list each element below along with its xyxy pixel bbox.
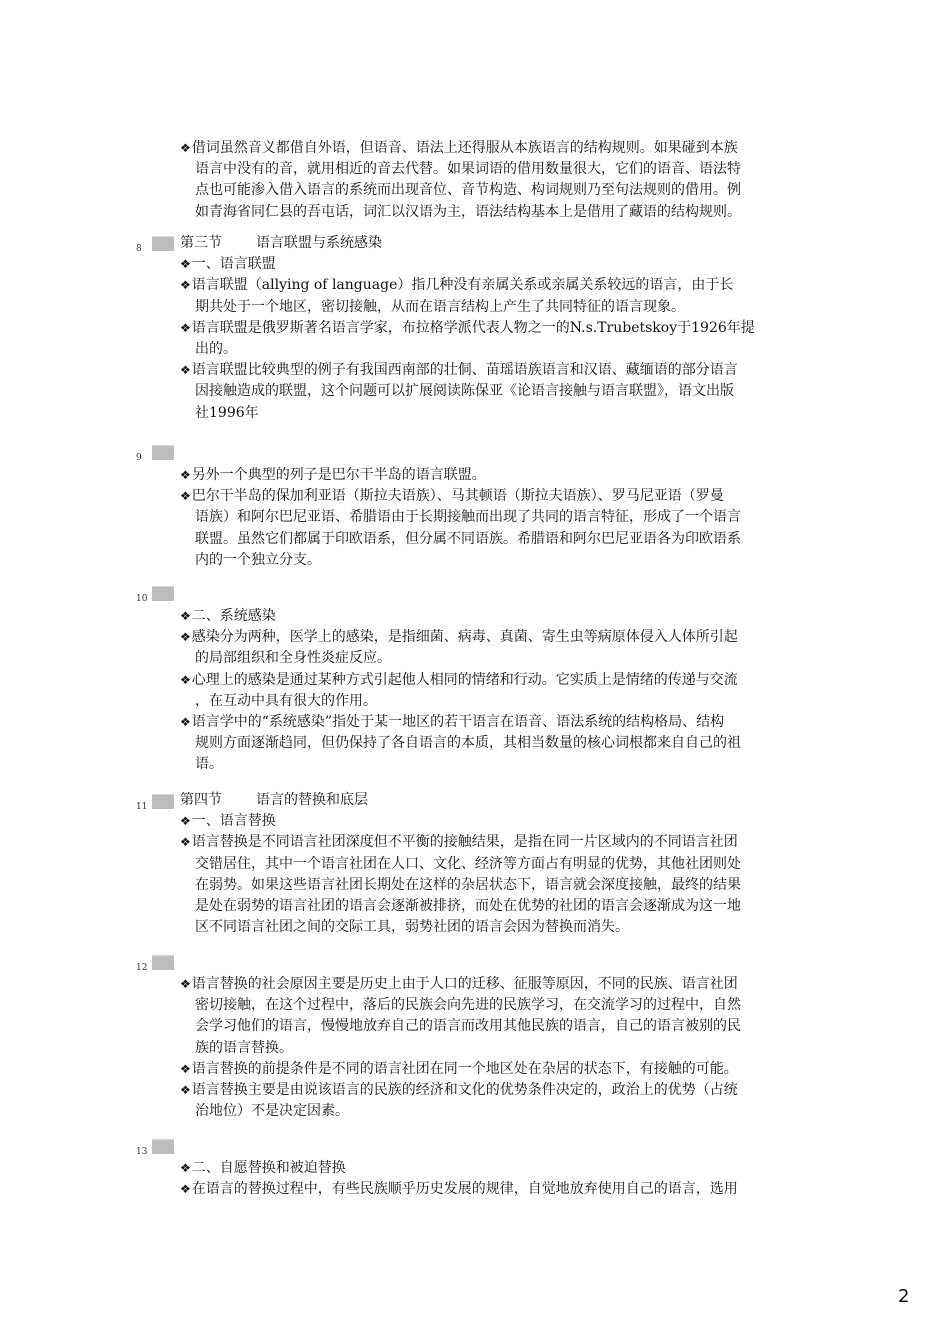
bullet-line: ❖另外一个典型的列子是巴尔干半岛的语言联盟。 (180, 467, 486, 483)
slide-number: 9 (136, 453, 142, 463)
text-line: 的局部组织和全身性炎症反应。 (195, 650, 391, 667)
text-line: 社1996年 (195, 404, 259, 421)
diamond-bullet-icon: ❖ (180, 630, 191, 645)
diamond-bullet-icon: ❖ (180, 672, 191, 687)
bullet-line: ❖在语言的替换过程中，有些民族顺乎历史发展的规律，自觉地放弃使用自己的语言，选用 (180, 1181, 738, 1198)
paragraph-borrowed-words (180, 138, 820, 223)
bullet-line: ❖巴尔干半岛的保加利亚语（斯拉夫语族）、马其顿语（斯拉夫语族）、罗马尼亚语（罗曼 (180, 488, 724, 505)
bullet-line: ❖语言联盟比较典型的例子有我国西南部的壮侗、苗瑶语族语言和汉语、藏缅语的部分语言 (180, 362, 738, 379)
diamond-bullet-icon: ❖ (180, 320, 191, 335)
slide-12-notes (180, 974, 820, 1122)
bullet-line: ❖语言联盟（allying of language）指几种没有亲属关系或亲属关系较远的语言，由于长 (180, 277, 734, 294)
diamond-bullet-icon: ❖ (180, 1083, 191, 1098)
subheading: ❖二、自愿替换和被迫替换 (180, 1160, 346, 1176)
slide-thumbnail-icon (152, 955, 174, 970)
bullet-line: ❖心理上的感染是通过某种方式引起他人相同的情绪和行动。它实质上是情绪的传递与交流 (180, 671, 738, 688)
diamond-bullet-icon: ❖ (180, 257, 191, 272)
slide-number: 8 (136, 244, 142, 254)
text-line: 密切接触，在这个过程中，落后的民族会向先进的民族学习，在交流学习的过程中，自然 (195, 997, 741, 1014)
slide-marker-10 (136, 586, 178, 604)
diamond-bullet-icon: ❖ (180, 278, 191, 293)
bullet-line: ❖语言替换的前提条件是不同的语言社团在同一个地区处在杂居的状态下，有接触的可能。 (180, 1060, 738, 1077)
diamond-bullet-icon: ❖ (180, 1161, 191, 1175)
slide-marker-12 (136, 955, 178, 973)
text-line: 族的语言替换。 (195, 1039, 293, 1056)
diamond-bullet-icon: ❖ (180, 489, 191, 504)
subheading: ❖二、系统感染 (180, 608, 276, 624)
bullet-line: ❖语言替换主要是由说该语言的民族的经济和文化的优势条件决定的，政治上的优势（占统 (180, 1082, 738, 1099)
text-line: 语族）和阿尔巴尼亚语、希腊语由于长期接触而出现了共同的语言特征，形成了一个语言 (195, 509, 741, 526)
bullet-line: ❖语言学中的“系统感染”指处于某一地区的若干语言在语音、语法系统的结构格局、结构 (180, 714, 725, 731)
text-line: 语。 (195, 756, 223, 773)
text-line: 如青海省同仁县的吾屯话，词汇以汉语为主，语法结构基本上是借用了藏语的结构规则。 (195, 203, 741, 220)
slide-9-notes (180, 465, 820, 571)
diamond-bullet-icon: ❖ (180, 814, 191, 829)
bullet-line: ❖语言替换是不同语言社团深度但不平衡的接触结果，是指在同一片区域内的不同语言社团 (180, 834, 738, 851)
slide-marker-13 (136, 1139, 178, 1157)
bullet-line: ❖感染分为两种，医学上的感染，是指细菌、病毒、真菌、寄生虫等病原体侵入人体所引起 (180, 629, 738, 646)
diamond-bullet-icon: ❖ (180, 363, 191, 378)
slide-thumbnail-icon (152, 794, 174, 809)
section-heading: 第四节 语言的替换和底层 (180, 792, 368, 808)
text-line: ，在互动中具有很大的作用。 (195, 692, 377, 709)
slide-13-notes (180, 1158, 820, 1200)
text-line: 是处在弱势的语言社团的语言会逐渐被排挤，而处在优势的社团的语言会逐渐成为这一地 (195, 898, 741, 915)
subheading: ❖一、语言联盟 (180, 256, 276, 273)
subheading: ❖一、语言替换 (180, 813, 276, 830)
slide-marker-11 (136, 794, 178, 812)
slide-thumbnail-icon (152, 586, 174, 601)
slide-thumbnail-icon (152, 236, 174, 251)
diamond-bullet-icon: ❖ (180, 1182, 191, 1197)
text-line: 治地位）不是决定因素。 (195, 1103, 349, 1120)
slide-thumbnail-icon (152, 1139, 174, 1154)
slide-number: 10 (136, 594, 148, 604)
diamond-bullet-icon: ❖ (180, 835, 191, 850)
text-line: 点也可能渗入借入语言的系统而出现音位、音节构造、构词规则乃至句法规则的借用。例 (195, 182, 741, 199)
slide-number: 11 (136, 802, 148, 812)
diamond-bullet-icon: ❖ (180, 715, 191, 730)
text-line: 会学习他们的语言，慢慢地放弃自己的语言而改用其他民族的语言，自己的语言被别的民 (195, 1018, 741, 1035)
slide-marker-9 (136, 445, 178, 463)
slide-thumbnail-icon (152, 445, 174, 460)
bullet-line: ❖语言联盟是俄罗斯著名语言学家，布拉格学派代表人物之一的N.s.Trubetskoy于1926年提 (180, 319, 755, 336)
slide-8-notes (180, 233, 820, 424)
bullet-line: ❖借词虽然音义都借自外语，但语音、语法上还得服从本族语言的结构规则。如果碰到本族 (180, 140, 738, 156)
slide-10-notes (180, 606, 820, 776)
page-number: 2 (898, 1286, 910, 1307)
diamond-bullet-icon: ❖ (180, 609, 191, 623)
diamond-bullet-icon: ❖ (180, 468, 191, 482)
text-line: 出的。 (195, 341, 237, 358)
text-line: 规则方面逐渐趋同，但仍保持了各自语言的本质，其相当数量的核心词根都来自自己的祖 (195, 735, 741, 752)
text-line: 交错居住，其中一个语言社团在人口、文化、经济等方面占有明显的优势，其他社团则处 (195, 855, 741, 872)
section-heading: 第三节 语言联盟与系统感染 (180, 235, 382, 251)
bullet-line: ❖语言替换的社会原因主要是历史上由于人口的迁移、征服等原因，不同的民族、语言社团 (180, 976, 738, 992)
slide-11-notes (180, 790, 820, 938)
text-line: 因接触造成的联盟，这个问题可以扩展阅读陈保亚《论语言接触与语言联盟》，语文出版 (195, 383, 734, 400)
text-line: 联盟。虽然它们都属于印欧语系，但分属不同语族。希腊语和阿尔巴尼亚语各为印欧语系 (195, 530, 741, 547)
text-line: 区不同语言社团之间的交际工具，弱势社团的语言会因为替换而消失。 (195, 919, 629, 936)
slide-number: 13 (136, 1147, 148, 1157)
text-line: 内的一个独立分支。 (195, 551, 321, 568)
text-line: 在弱势。如果这些语言社团长期处在这样的杂居状态下，语言就会深度接触，最终的结果 (195, 876, 741, 893)
diamond-bullet-icon: ❖ (180, 1061, 191, 1076)
slide-marker-8 (136, 236, 178, 254)
diamond-bullet-icon: ❖ (180, 977, 191, 991)
diamond-bullet-icon: ❖ (180, 141, 191, 155)
text-line: 期共处于一个地区，密切接触，从而在语言结构上产生了共同特征的语言现象。 (195, 298, 685, 315)
slide-number: 12 (136, 963, 148, 973)
text-line: 语言中没有的音，就用相近的音去代替。如果词语的借用数量很大，它们的语音、语法特 (195, 161, 741, 178)
